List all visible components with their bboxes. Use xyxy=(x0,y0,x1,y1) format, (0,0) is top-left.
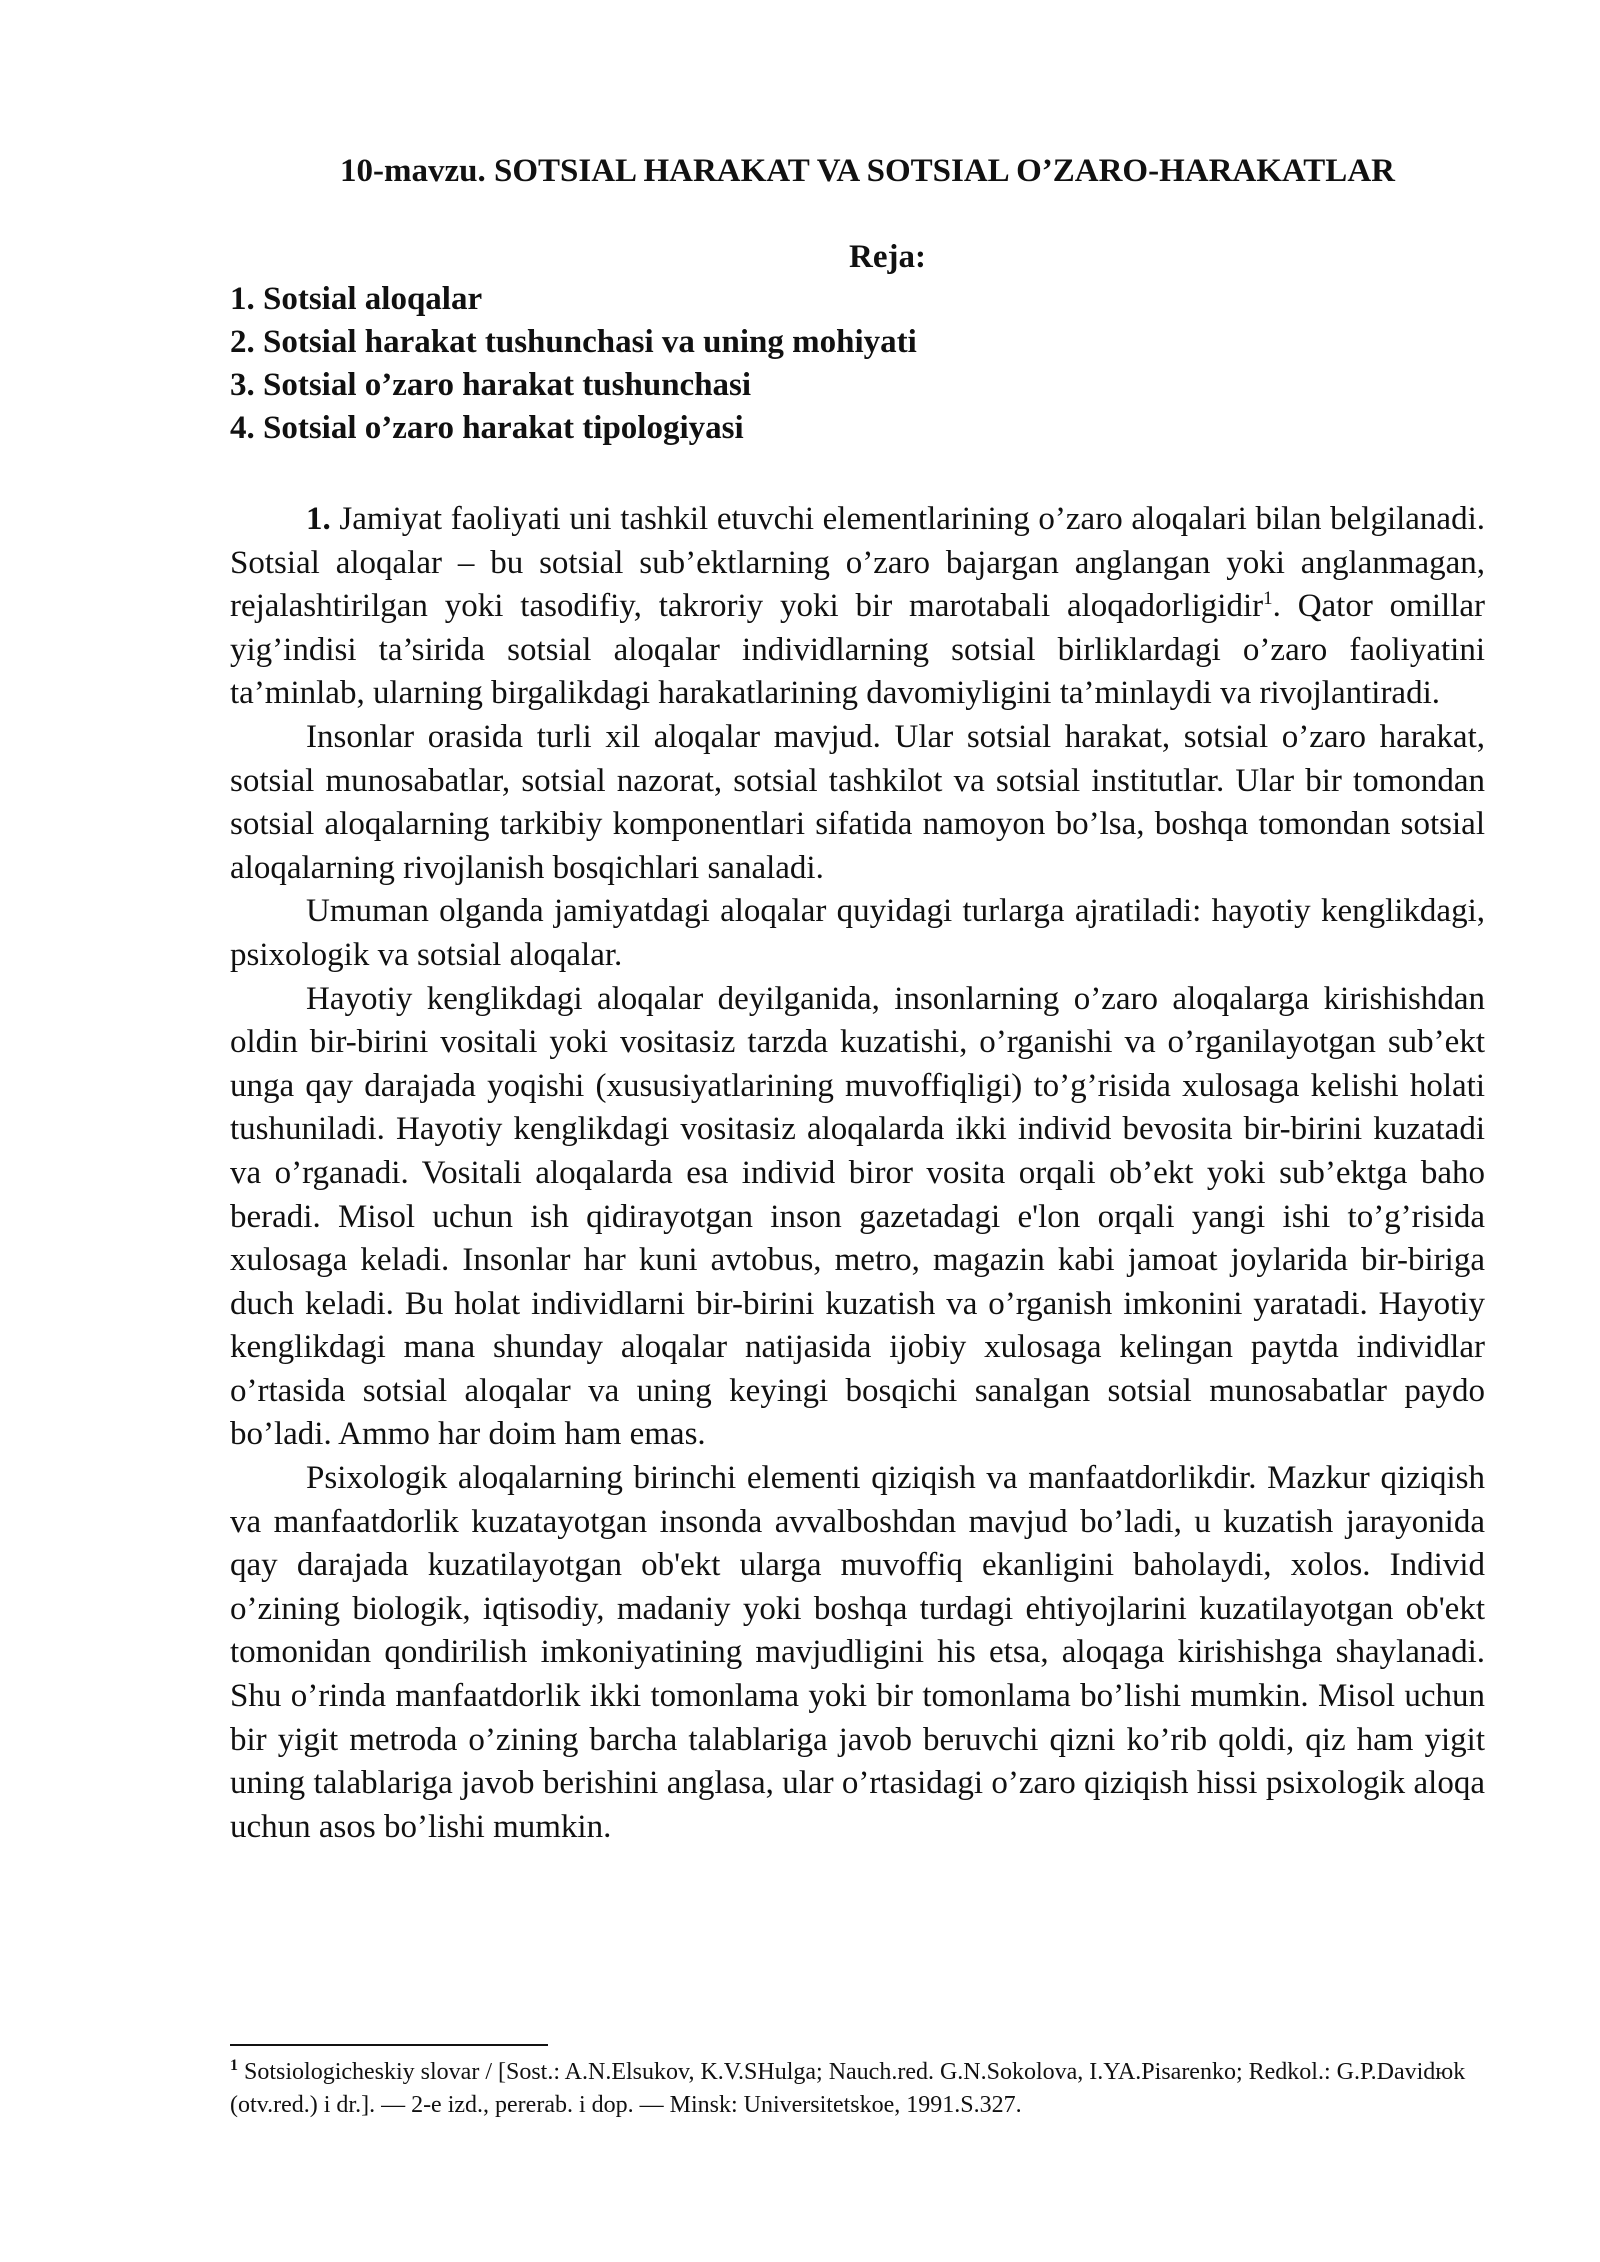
paragraph-2: Insonlar orasida turli xil aloqalar mavjud. Ular sotsial harakat, sotsial o’zaro harakat, sotsial munosabatlar, sotsial nazorat, sotsial tashkilot va sotsial institutlar. Ular bir tomondan sotsial aloqalarning tarkibiy komponentlari sifatida namoyon bo’lsa, boshqa tomondan sotsial aloqalarning rivojlanish bosqichlari sanaladi. xyxy=(230,718,1485,886)
footnote-reference[interactable]: 1 xyxy=(1263,588,1273,610)
paragraph-1 xyxy=(230,498,1485,716)
footnote xyxy=(230,2056,1485,2122)
paragraph-text: Jamiyat faoliyati uni tashkil etuvchi elementlarining o’zaro aloqalari bilan belgilanadi. Sotsial aloqalar – bu sotsial sub’ektlarning o’zaro bajargan anglangan yoki anglanmagan, rejalashtirilgan yoki tasodifiy, takroriy yoki bir marotabali aloqadorligidir xyxy=(230,501,1485,625)
footnote-divider xyxy=(230,2044,548,2046)
paragraph-3: Umuman olganda jamiyatdagi aloqalar quyidagi turlarga ajratiladi: hayotiy kenglikdagi, psixologik va sotsial aloqalar. xyxy=(230,893,1485,973)
document-content xyxy=(230,150,1485,1849)
plan-list xyxy=(230,278,1485,450)
footnote-marker: 1 xyxy=(230,2057,238,2074)
plan-item: 4. Sotsial o’zaro harakat tipologiyasi xyxy=(230,410,744,446)
paragraph-5: Psixologik aloqalarning birinchi elementi qiziqish va manfaatdorlikdir. Mazkur qiziqish va manfaatdorlik kuzatayotgan insonda avvalboshdan mavjud bo’ladi, u kuzatish jarayonida qay darajada kuzatilayotgan ob'ekt ularga muvoffiq ekanligini baholaydi, xolos. Individ o’zining biologik, iqtisodiy, madaniy yoki boshqa turdagi ehtiyojlarini kuzatilayotgan ob'ekt tomonidan qondirilish imkoniyatining mavjudligini his etsa, aloqaga kirishishga shaylanadi. Shu o’rinda manfaatdorlik ikki tomonlama yoki bir tomonlama bo’lishi mumkin. Misol uchun bir yigit metroda o’zining barcha talablariga javob beruvchi qizni ko’rib qoldi, qiz ham yigit uning talablariga javob berishini anglasa, ular o’rtasidagi o’zaro qiziqish hissi psixologik aloqa uchun asos bo’lishi mumkin. xyxy=(230,1460,1485,1845)
plan-item: 3. Sotsial o’zaro harakat tushunchasi xyxy=(230,367,752,403)
paragraph-4: Hayotiy kenglikdagi aloqalar deyilganida, insonlarning o’zaro aloqalarga kirishishdan oldin bir-birini vositali yoki vositasiz tarzda kuzatishi, o’rganishi va o’rganilayotgan sub’ekt unga qay darajada yoqishi (xususiyatlarining muvoffiqligi) to’g’risida xulosaga kelishi holati tushuniladi. Hayotiy kenglikdagi vositasiz aloqalarda ikki individ bevosita bir-birini kuzatadi va o’rganadi. Vositali aloqalarda esa individ biror vosita orqali ob’ekt yoki sub’ektga baho beradi. Misol uchun ish qidirayotgan inson gazetadagi e'lon orqali yangi ishi to’g’risida xulosaga keladi. Insonlar har kuni avtobus, metro, magazin kabi jamoat joylarida bir-biriga duch keladi. Bu holat individlarni bir-birini kuzatish va o’rganish imkonini yaratadi. Hayotiy kenglikdagi mana shunday aloqalar natijasida ijobiy xulosaga kelingan paytda individlar o’rtasida sotsial aloqalar va uning keyingi bosqichi sanalgan sotsial munosabatlar paydo bo’ladi. Ammo har doim ham emas. xyxy=(230,980,1485,1453)
plan-item: 2. Sotsial harakat tushunchasi va uning mohiyati xyxy=(230,324,917,360)
footnote-text: Sotsiologicheskiy slovar / [Sost.: A.N.Elsukov, K.V.SHulga; Nauch.red. G.N.Sokolova, I.YA.Pisarenko; Redkol.: G.P.Davidюk (otv.red.) i dr.]. — 2-e izd., pererab. i dop. — Minsk: Universitetskoe, 1991.S.327. xyxy=(230,2059,1466,2118)
paragraph-text: . Qator omillar yig’indisi ta’sirida sotsial aloqalar individlarning sotsial birliklardagi o’zaro faoliyatini ta’minlab, ularning birgalikdagi harakatlarining davomiyligini ta’minlaydi va rivojlantiradi. xyxy=(230,588,1485,712)
plan-heading: Reja: xyxy=(849,239,926,275)
footnote-area xyxy=(230,2044,1485,2122)
page-title: 10-mavzu. SOTSIAL HARAKAT VA SOTSIAL O’ZARO-HARAKATLAR xyxy=(340,153,1395,189)
section-number: 1. xyxy=(306,501,331,537)
plan-item: 1. Sotsial aloqalar xyxy=(230,281,483,317)
body-text xyxy=(230,498,1485,1849)
